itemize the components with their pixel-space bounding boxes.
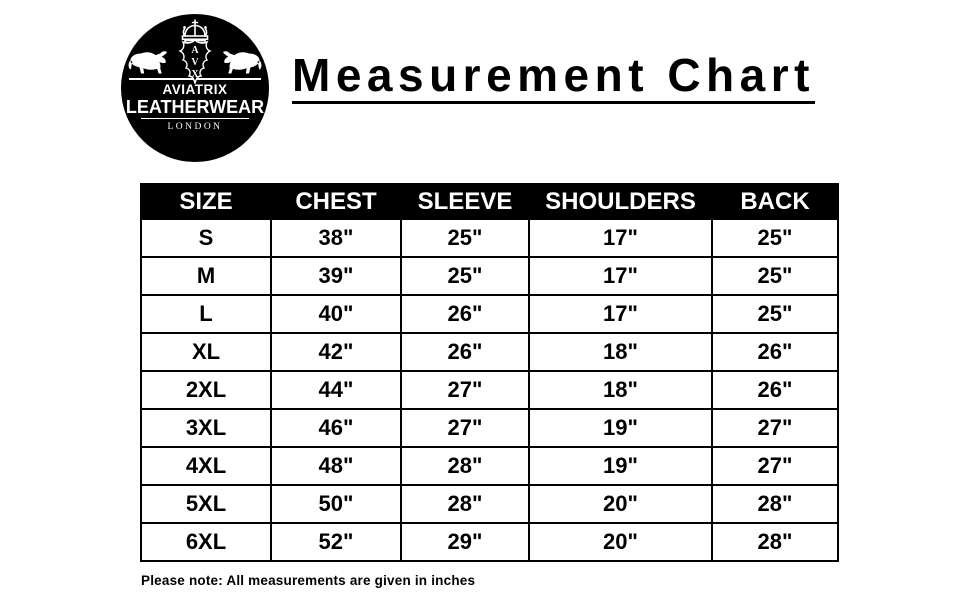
table-row <box>141 447 838 485</box>
chest-cell: 50" <box>271 485 401 523</box>
sleeve-cell: 26" <box>401 333 529 371</box>
size-cell: XL <box>141 333 271 371</box>
table-row <box>141 409 838 447</box>
brand-city: LONDON <box>167 122 223 132</box>
back-cell: 25" <box>712 257 838 295</box>
page-title: Measurement Chart <box>292 51 815 104</box>
logo-divider-bottom <box>141 118 249 119</box>
bull-icon <box>128 50 174 77</box>
back-cell: 25" <box>712 295 838 333</box>
measurement-note: Please note: All measurements are given in inches <box>141 573 476 588</box>
back-cell: 26" <box>712 333 838 371</box>
back-cell: 27" <box>712 409 838 447</box>
chest-cell: 44" <box>271 371 401 409</box>
column-header-back: BACK <box>712 184 838 219</box>
monogram-shield-icon <box>177 38 213 84</box>
chest-cell: 48" <box>271 447 401 485</box>
sleeve-cell: 27" <box>401 371 529 409</box>
back-cell: 26" <box>712 371 838 409</box>
shoulders-cell: 19" <box>529 447 712 485</box>
table-row <box>141 219 838 257</box>
chest-cell: 52" <box>271 523 401 561</box>
column-header-chest: CHEST <box>271 184 401 219</box>
shoulders-cell: 18" <box>529 371 712 409</box>
sleeve-cell: 28" <box>401 485 529 523</box>
chest-cell: 40" <box>271 295 401 333</box>
column-header-size: SIZE <box>141 184 271 219</box>
brand-name-line2: LEATHERWEAR <box>125 97 265 117</box>
bull-icon <box>216 50 262 77</box>
chest-cell: 42" <box>271 333 401 371</box>
table-row <box>141 333 838 371</box>
size-cell: S <box>141 219 271 257</box>
sleeve-cell: 26" <box>401 295 529 333</box>
chest-cell: 46" <box>271 409 401 447</box>
shoulders-cell: 17" <box>529 219 712 257</box>
table-row <box>141 523 838 561</box>
back-cell: 25" <box>712 219 838 257</box>
shoulders-cell: 17" <box>529 295 712 333</box>
shoulders-cell: 19" <box>529 409 712 447</box>
size-cell: L <box>141 295 271 333</box>
size-cell: 2XL <box>141 371 271 409</box>
table-row <box>141 295 838 333</box>
size-cell: 6XL <box>141 523 271 561</box>
monogram-letter: X <box>191 69 199 80</box>
size-cell: 3XL <box>141 409 271 447</box>
chest-cell: 38" <box>271 219 401 257</box>
sleeve-cell: 27" <box>401 409 529 447</box>
table-header-row <box>141 184 838 219</box>
back-cell: 27" <box>712 447 838 485</box>
sleeve-cell: 25" <box>401 219 529 257</box>
shoulders-cell: 20" <box>529 485 712 523</box>
brand-name-line1: AVIATRIX <box>162 82 228 97</box>
size-cell: M <box>141 257 271 295</box>
shoulders-cell: 17" <box>529 257 712 295</box>
column-header-sleeve: SLEEVE <box>401 184 529 219</box>
table-row <box>141 257 838 295</box>
column-header-shoulders: SHOULDERS <box>529 184 712 219</box>
back-cell: 28" <box>712 485 838 523</box>
size-cell: 4XL <box>141 447 271 485</box>
back-cell: 28" <box>712 523 838 561</box>
monogram-letter: V <box>191 57 199 68</box>
measurement-table <box>140 183 839 562</box>
shoulders-cell: 20" <box>529 523 712 561</box>
shoulders-cell: 18" <box>529 333 712 371</box>
table-row <box>141 485 838 523</box>
sleeve-cell: 29" <box>401 523 529 561</box>
size-cell: 5XL <box>141 485 271 523</box>
sleeve-cell: 25" <box>401 257 529 295</box>
monogram-letter: A <box>191 45 199 56</box>
sleeve-cell: 28" <box>401 447 529 485</box>
brand-logo <box>121 14 269 162</box>
chest-cell: 39" <box>271 257 401 295</box>
table-row <box>141 371 838 409</box>
